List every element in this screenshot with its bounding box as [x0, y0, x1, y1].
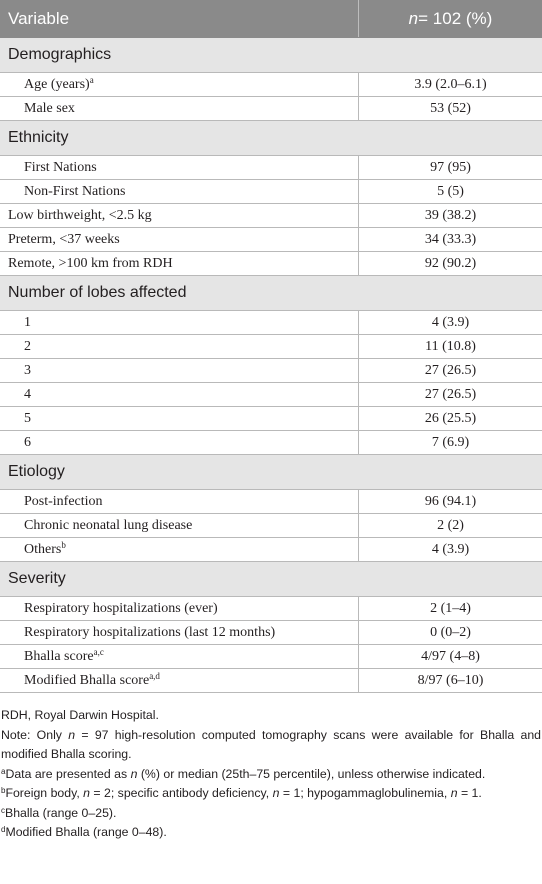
row-value: 7 (6.9): [431, 434, 470, 450]
table-row: [0, 383, 542, 407]
header-variable: Variable: [0, 0, 359, 37]
table-row: [0, 335, 542, 359]
row-value: 92 (90.2): [424, 255, 477, 271]
row-label: Respiratory hospitalizations (ever): [0, 597, 359, 620]
section-etiology: Etiology: [0, 455, 542, 490]
row-label: First Nations: [0, 156, 359, 179]
table-row: [0, 204, 542, 228]
row-label: Preterm, <37 weeks: [0, 228, 359, 251]
row-value: 3.9 (2.0–6.1): [414, 76, 487, 92]
table-row: [0, 180, 542, 204]
header-n-italic: n: [408, 8, 419, 28]
footnote-c: $^c$Bhalla (range 0–25).: [1, 805, 117, 820]
row-value: 27 (26.5): [424, 386, 477, 402]
table-row: Modified Bhalla score $^{a,d}$ 8/97 (6–10): [0, 669, 542, 693]
row-label: Modified Bhalla score: [24, 672, 150, 688]
table-row: [0, 514, 542, 538]
row-label: 5: [0, 407, 359, 430]
row-value: 2 (1–4): [430, 600, 471, 616]
table-row: [0, 311, 542, 335]
table-row: [0, 359, 542, 383]
row-label: Age (years): [24, 76, 90, 92]
row-value: 4 (3.9): [431, 314, 470, 330]
table-row: Bhalla score $^{a,c}$ 4/97 (4–8): [0, 645, 542, 669]
row-label: Low birthweight, <2.5 kg: [0, 204, 359, 227]
row-label: Bhalla score: [24, 648, 94, 664]
row-label: 4: [0, 383, 359, 406]
table-row: [0, 97, 542, 121]
row-value: 53 (52): [430, 100, 471, 116]
row-value: 11 (10.8): [425, 338, 476, 354]
row-label: Non-First Nations: [0, 180, 359, 203]
row-value: 96 (94.1): [424, 493, 477, 509]
footnote-abbreviation: RDH, Royal Darwin Hospital.: [1, 708, 159, 722]
row-value: 4/97 (4–8): [421, 648, 480, 664]
section-severity: Severity: [0, 562, 542, 597]
footnote-a: $^a$Data are presented as n (%) or median (25th–75 percentile), unless otherwise indicated.: [1, 766, 486, 781]
row-label: 1: [0, 311, 359, 334]
header-n-rest: = 102 (%): [418, 8, 493, 28]
row-label: Male sex: [0, 97, 359, 120]
header-n: [359, 0, 542, 37]
table-row: Age (years) $^a$ 3.9 (2.0–6.1): [0, 73, 542, 97]
table-footnotes: [0, 706, 542, 843]
row-label: 2: [0, 335, 359, 358]
table-row: [0, 597, 542, 621]
row-value: 97 (95): [430, 159, 471, 175]
table-row: Others $^b$ 4 (3.9): [0, 538, 542, 562]
row-value: 2 (2): [437, 517, 464, 533]
row-value: 26 (25.5): [424, 410, 477, 426]
table-row: [0, 156, 542, 180]
table-header: [0, 0, 542, 38]
row-value: 5 (5): [437, 183, 464, 199]
row-value: 4 (3.9): [431, 541, 470, 557]
row-value: 27 (26.5): [424, 362, 477, 378]
footnote-d: $^d$Modified Bhalla (range 0–48).: [1, 825, 167, 839]
table-row: [0, 621, 542, 645]
row-value: 0 (0–2): [430, 624, 471, 640]
row-label: 6: [0, 431, 359, 454]
table-row: [0, 431, 542, 455]
table-row: [0, 407, 542, 431]
row-value: 34 (33.3): [424, 231, 477, 247]
footnote-b: $^b$Foreign body, n = 2; specific antibody deficiency, n = 1; hypogammaglobulinemia, n = 1.: [1, 786, 482, 800]
table-row: [0, 490, 542, 514]
row-label: Post-infection: [0, 490, 359, 513]
row-label: Others: [24, 541, 62, 557]
table-row: [0, 228, 542, 252]
table-row: [0, 252, 542, 276]
row-label: Chronic neonatal lung disease: [0, 514, 359, 537]
row-value: 8/97 (6–10): [417, 672, 484, 688]
footnote-note: Note: Only n = 97 high-resolution computed tomography scans were available for Bhalla and modified Bhalla scoring.: [1, 727, 541, 761]
row-label: Remote, >100 km from RDH: [0, 252, 359, 275]
row-value: 39 (38.2): [424, 207, 477, 223]
section-ethnicity: Ethnicity: [0, 121, 542, 156]
section-demographics: Demographics: [0, 38, 542, 73]
row-label: Respiratory hospitalizations (last 12 months): [0, 621, 359, 644]
row-label: 3: [0, 359, 359, 382]
section-lobes: Number of lobes affected: [0, 276, 542, 311]
